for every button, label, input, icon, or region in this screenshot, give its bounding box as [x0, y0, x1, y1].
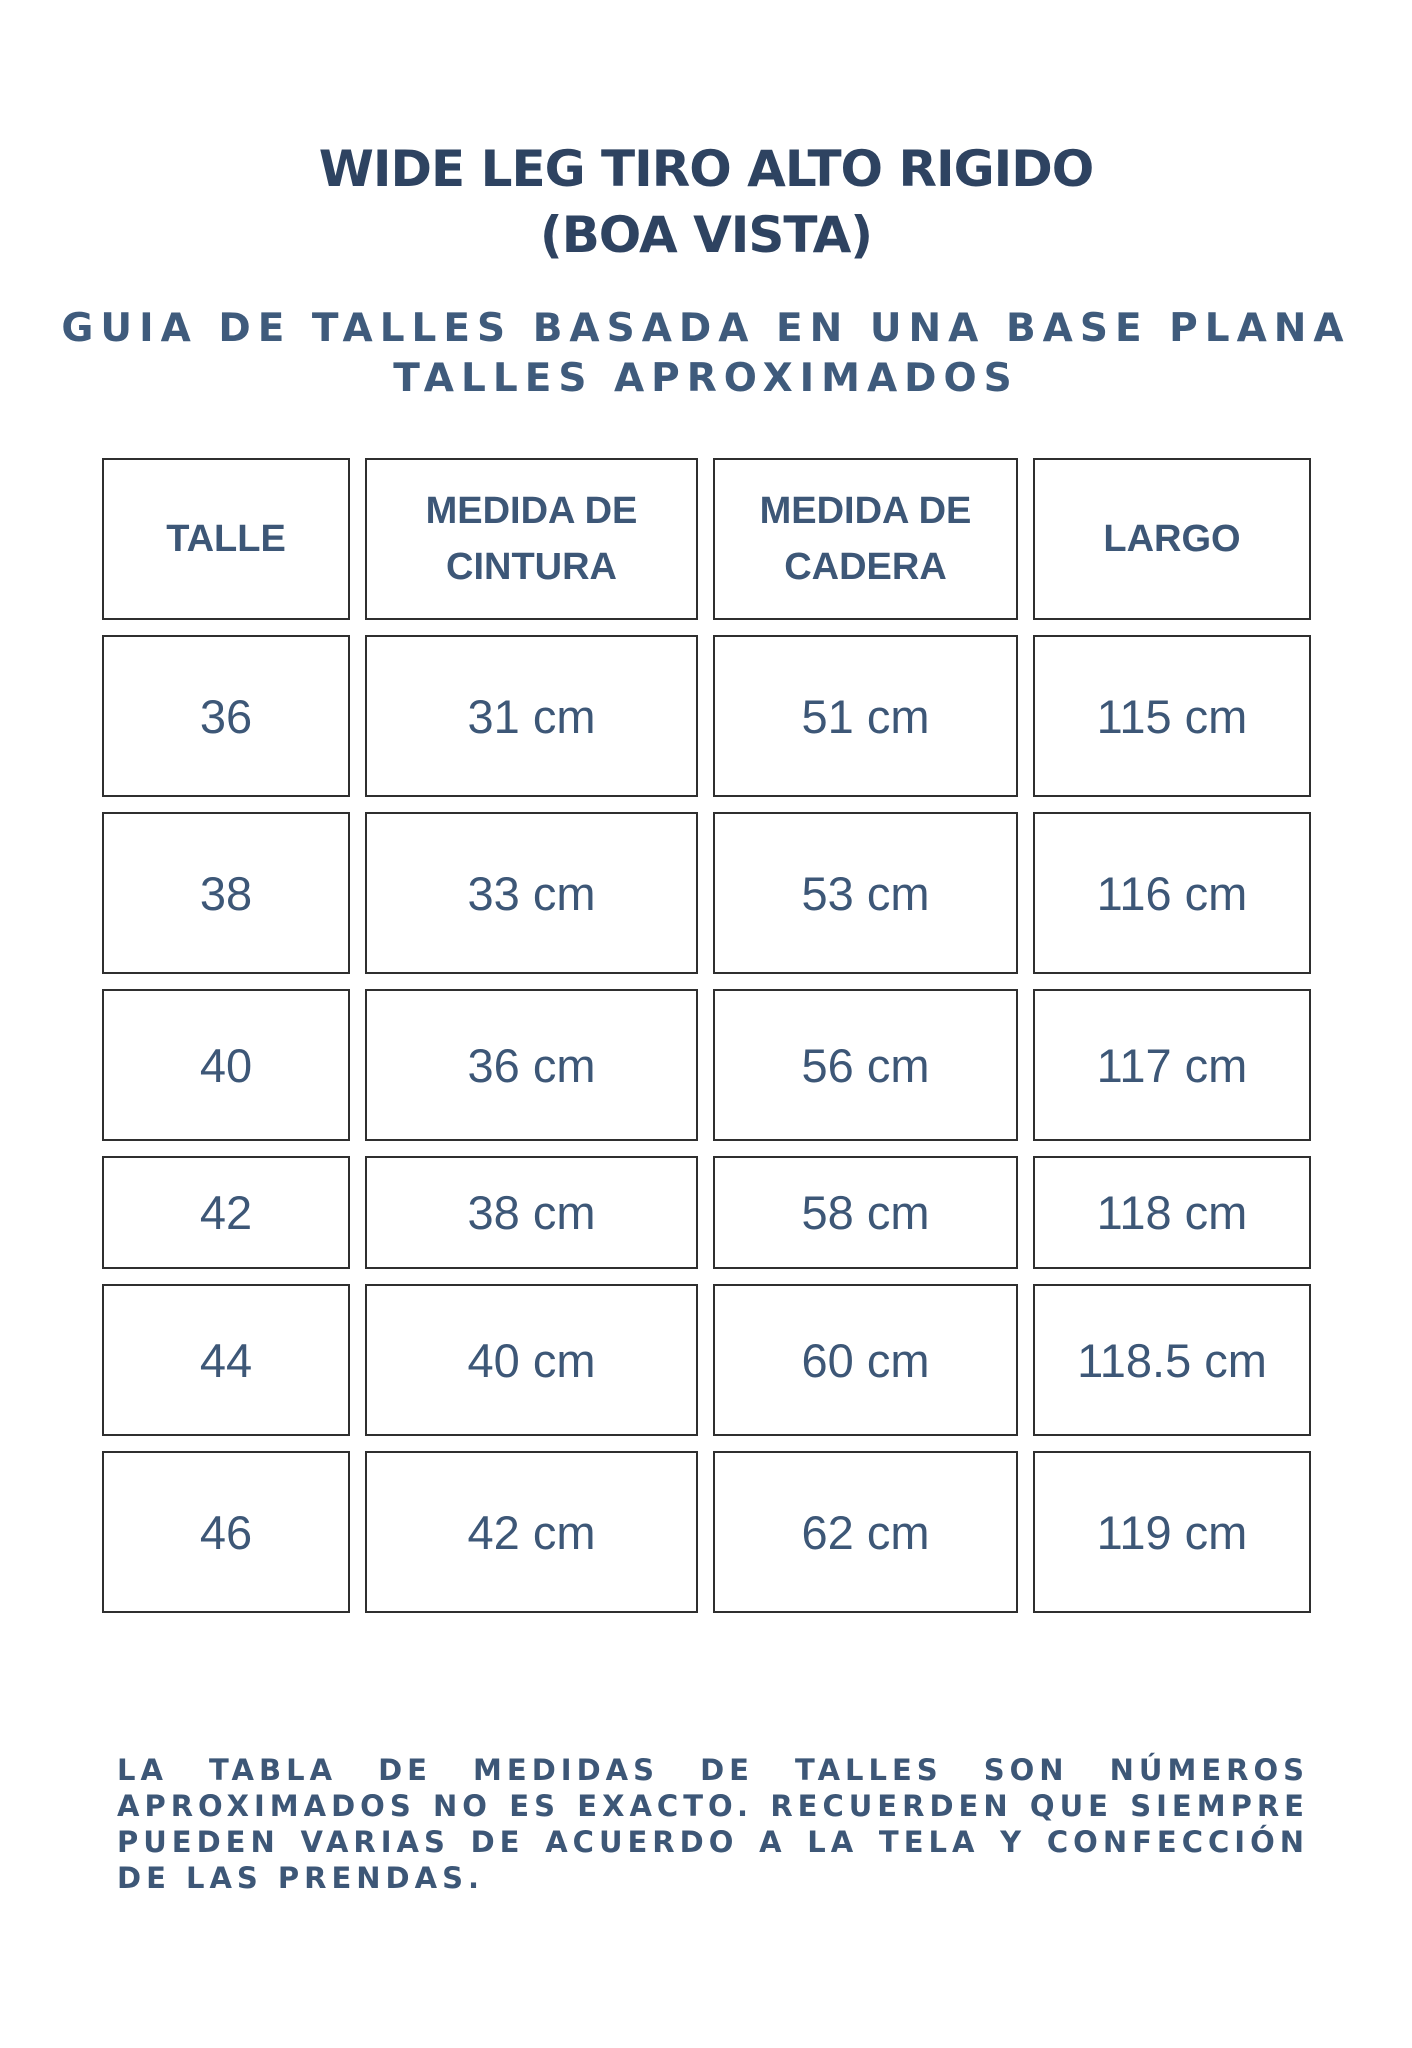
cell-value: 33 cm: [467, 866, 596, 920]
cell-value: 31 cm: [467, 689, 596, 743]
cell-value: 38: [199, 866, 253, 920]
cell-value: 117 cm: [1096, 1038, 1248, 1092]
cell-value: 38 cm: [467, 1186, 596, 1239]
cell-value: 56 cm: [801, 1038, 930, 1092]
table-cell-largo: [1033, 635, 1311, 797]
subtitle-line-2: TALLES APROXIMADOS: [393, 356, 1019, 401]
cell-value: 60 cm: [801, 1333, 930, 1387]
header-cell-cintura: [365, 458, 698, 620]
table-cell-talle: [102, 989, 350, 1141]
table-cell-cintura: [365, 1451, 698, 1613]
header-cadera-line-2: CADERA: [784, 546, 947, 588]
table-cell-largo: [1033, 1156, 1311, 1269]
header-cell-talle: [102, 458, 350, 620]
cell-value: 62 cm: [801, 1505, 930, 1559]
table-cell-largo: [1033, 1451, 1311, 1613]
header-talle-label: TALLE: [166, 518, 286, 560]
table-cell-cintura: [365, 635, 698, 797]
cell-value: 42 cm: [467, 1505, 596, 1559]
cell-value: 58 cm: [801, 1186, 930, 1239]
title-line-1: WIDE LEG TIRO ALTO RIGIDO: [318, 140, 1094, 198]
cell-value: 44: [199, 1333, 253, 1387]
header-cadera-line-1: MEDIDA DE: [759, 490, 972, 532]
header-cintura-line-2: CINTURA: [446, 546, 617, 588]
table-cell-cadera: [713, 635, 1018, 797]
cell-value: 116 cm: [1096, 866, 1248, 920]
cell-value: 40: [199, 1038, 253, 1092]
cell-value: 53 cm: [801, 866, 930, 920]
title-line-2: (BOA VISTA): [539, 206, 873, 264]
header-cell-largo: [1033, 458, 1311, 620]
table-cell-cadera: [713, 812, 1018, 974]
header-cintura-line-1: MEDIDA DE: [425, 490, 638, 532]
header-cell-cadera: [713, 458, 1018, 620]
subtitle-line-1: GUIA DE TALLES BASADA EN UNA BASE PLANA: [61, 306, 1351, 351]
table-cell-cadera: [713, 1156, 1018, 1269]
table-cell-cadera: [713, 989, 1018, 1141]
table-cell-cadera: [713, 1451, 1018, 1613]
cell-value: 115 cm: [1096, 689, 1248, 743]
table-cell-largo: [1033, 812, 1311, 974]
header-largo-label: LARGO: [1103, 518, 1241, 560]
table-cell-talle: [102, 1284, 350, 1436]
page-title: [0, 136, 1412, 268]
table-cell-cintura: [365, 1284, 698, 1436]
cell-value: 40 cm: [467, 1333, 596, 1387]
cell-value: 118 cm: [1096, 1186, 1248, 1239]
cell-value: 118.5 cm: [1077, 1333, 1267, 1387]
table-cell-cintura: [365, 989, 698, 1141]
table-cell-talle: [102, 635, 350, 797]
cell-value: 51 cm: [801, 689, 930, 743]
cell-value: 36 cm: [467, 1038, 596, 1092]
cell-value: 36: [199, 689, 253, 743]
table-cell-talle: [102, 812, 350, 974]
table-cell-talle: [102, 1156, 350, 1269]
table-cell-cintura: [365, 1156, 698, 1269]
cell-value: 42: [199, 1186, 253, 1239]
cell-value: 46: [199, 1505, 253, 1559]
page-subtitle: [0, 304, 1412, 404]
table-cell-talle: [102, 1451, 350, 1613]
table-cell-cadera: [713, 1284, 1018, 1436]
cell-value: 119 cm: [1096, 1505, 1248, 1559]
disclaimer-note: LA TABLA DE MEDIDAS DE TALLES SON NÚMEROS APROXIMADOS NO ES EXACTO. RECUERDEN QUE SIEMPRE PUEDEN VARIAS DE ACUERDO A LA TELA Y CONFECCIÓN DE LAS PRENDAS.: [117, 1753, 1309, 1895]
table-cell-largo: [1033, 989, 1311, 1141]
table-cell-largo: [1033, 1284, 1311, 1436]
table-cell-cintura: [365, 812, 698, 974]
